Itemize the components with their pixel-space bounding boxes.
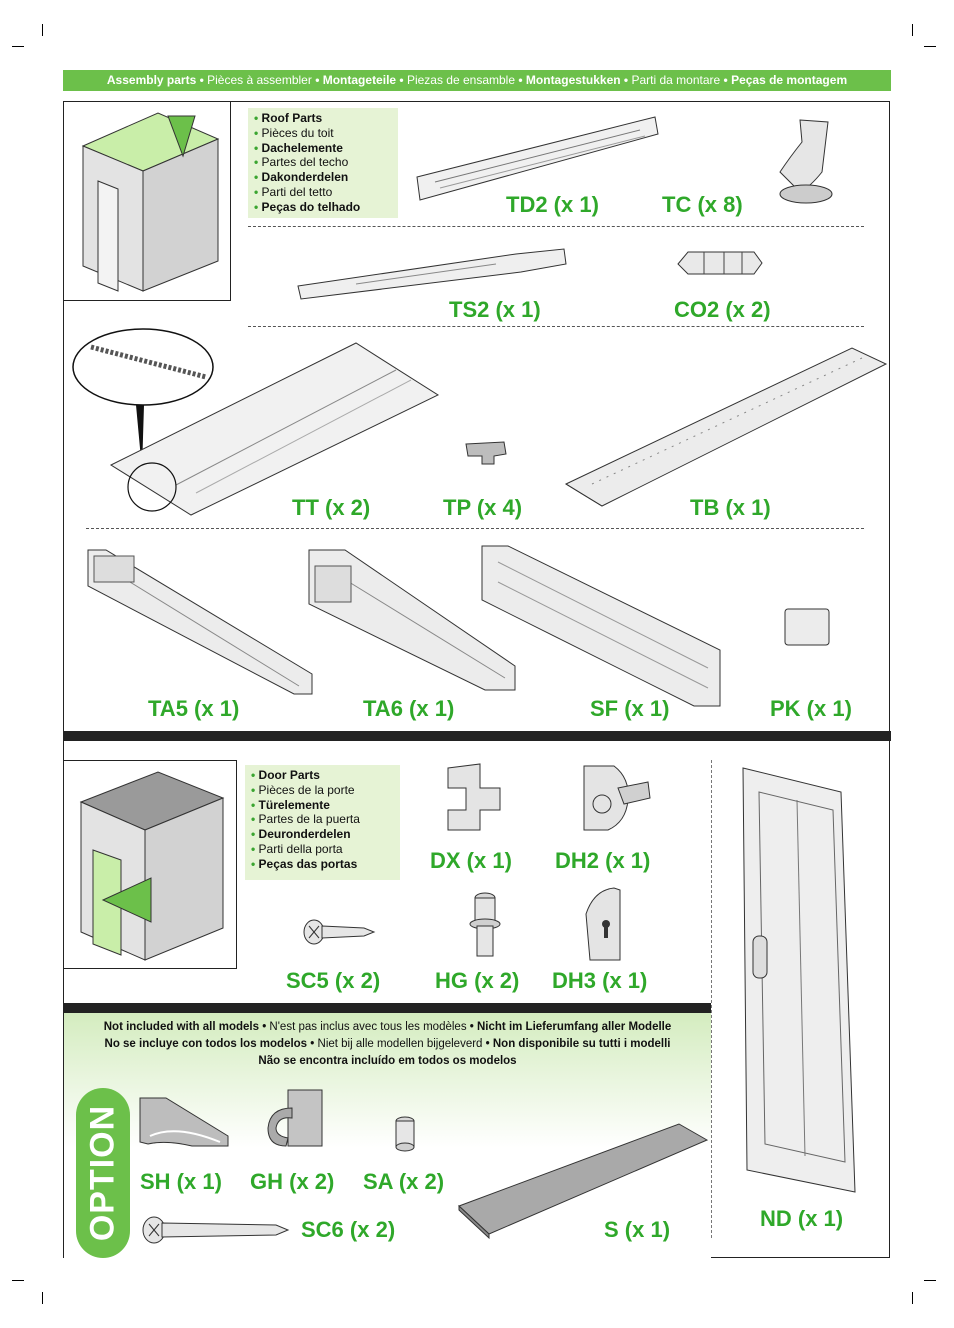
sh-label: SH (x 1) [140,1169,222,1194]
note-line [64,1036,711,1053]
tt-label: TT (x 2) [292,495,371,520]
note_lines.1-segment: Non disponibile su tutti i modelli [492,1038,671,1050]
s-label: S (x 1) [604,1217,671,1242]
bullet-icon: • [254,184,262,199]
tp-label: TP (x 4) [443,495,523,520]
gh-part-drawing [262,1088,326,1154]
divider-line [248,226,864,227]
crop-mark [912,24,913,36]
legend-item [251,842,394,857]
legend-text: Türelemente [258,797,330,812]
note_lines.0-segment: Not included with all models [103,1021,259,1033]
tb-part-drawing [562,344,890,514]
sc6-label: SC6 (x 2) [301,1217,396,1242]
bullet-icon: • [251,856,259,871]
crop-mark [924,46,936,47]
dh3-part-drawing [580,884,630,964]
ta5-part-drawing [84,546,316,698]
note_lines.2-segment: Não se encontra incluído em todos os modelos [258,1055,517,1067]
banner-segment: • [515,73,526,87]
note_lines.1-segment: Niet bij alle modellen bijgeleverd [317,1038,483,1050]
bullet-icon: • [254,140,262,155]
crop-mark [42,24,43,36]
legend-item [251,857,394,872]
not-included-note [64,1019,711,1070]
roof-shed-illustration [63,101,233,301]
section-divider-band [63,1003,711,1013]
banner-segment: Piezas de ensamble [406,73,516,87]
gh-label: GH (x 2) [250,1169,335,1194]
sc5-label: SC5 (x 2) [286,968,381,993]
legend-item [254,185,392,200]
sa-label: SA (x 2) [363,1169,445,1194]
banner-segment: • [720,73,732,87]
legend-text: Roof Parts [261,111,323,125]
sh-part-drawing [136,1094,232,1150]
banner-segment: • [196,73,208,87]
banner-segment: Peças de montagem [731,73,848,87]
crop-mark [12,1280,24,1281]
bullet-icon: • [251,812,259,827]
legend-item [254,155,392,170]
tt-part-drawing [66,325,446,525]
co2-part-drawing [676,248,766,278]
legend-item [251,798,394,813]
banner-segment: Montageteile [322,73,397,87]
nd-label: ND (x 1) [760,1206,844,1231]
bullet-icon: • [254,125,262,140]
dh2-part-drawing [578,760,654,835]
td2-label: TD2 (x 1) [506,192,599,217]
note-line [64,1019,711,1036]
legend-item [254,126,392,141]
note_lines.1-segment: No se incluye con todos los modelos [104,1038,308,1050]
crop-mark [924,1280,936,1281]
bullet-icon: • [254,170,262,185]
divider-line [711,760,712,1238]
legend-item [254,141,392,156]
bullet-icon: • [254,111,262,125]
banner-segment: Pièces à assembler [207,73,312,87]
legend-item [254,200,392,215]
legend-text: Deuronderdelen [258,827,351,842]
bullet-icon: • [251,768,259,782]
legend-item [251,783,394,798]
door-shed-illustration [63,760,238,970]
ta6-label: TA6 (x 1) [363,696,455,721]
legend-text: Partes del techo [261,155,349,170]
legend-text: Pièces de la porte [258,782,355,797]
tc-part-drawing [770,112,845,207]
note-line [64,1053,711,1070]
ts2-label: TS2 (x 1) [449,297,541,322]
crop-mark [42,1292,43,1304]
note_lines.0-segment: Nicht im Lieferumfang aller Modelle [477,1021,672,1033]
sa-part-drawing [392,1116,418,1152]
hg-label: HG (x 2) [435,968,520,993]
legend-item [254,111,392,126]
door-parts-legend [245,765,400,880]
sf-part-drawing [478,542,724,710]
divider-line [86,528,864,529]
legend-item [254,170,392,185]
co2-label: CO2 (x 2) [674,297,771,322]
note_lines.0-segment: N'est pas inclus avec tous les modèles [269,1021,467,1033]
bullet-icon: • [254,155,262,170]
section-divider-band [63,731,891,741]
option-badge [76,1088,130,1258]
sf-label: SF (x 1) [590,696,670,721]
crop-mark [912,1292,913,1304]
pk-part-drawing [782,606,834,648]
legend-item [251,768,394,783]
bullet-icon: • [251,827,259,842]
dh3-label: DH3 (x 1) [552,968,648,993]
sc5-part-drawing [302,918,376,946]
banner-segment: Assembly parts [106,73,197,87]
bullet-icon: • [251,797,259,812]
banner-segment: Parti da montare [631,73,721,87]
legend-text: Peças do telhado [261,199,361,214]
bullet-icon: • [251,782,259,797]
tp-part-drawing [464,440,509,466]
ts2-part-drawing [296,244,571,302]
dx-label: DX (x 1) [430,848,512,873]
banner-segment: • [396,73,407,87]
tb-label: TB (x 1) [690,495,771,520]
dx-part-drawing [440,760,508,835]
sc6-part-drawing [140,1214,292,1246]
legend-item [251,827,394,842]
legend-text: Door Parts [258,768,320,782]
note_lines.0-segment: • [259,1021,270,1033]
dh2-label: DH2 (x 1) [555,848,651,873]
hg-part-drawing [465,886,505,964]
banner-segment: • [620,73,632,87]
crop-mark [12,46,24,47]
tc-label: TC (x 8) [662,192,743,217]
bullet-icon: • [254,199,262,214]
roof-parts-legend [248,108,398,218]
legend-text: Parti del tetto [261,184,333,199]
note_lines.0-segment: • [466,1021,477,1033]
s-part-drawing [455,1120,711,1240]
option-text: OPTION [83,1104,122,1242]
note_lines.1-segment: • [482,1038,493,1050]
legend-text: Dachelemente [261,140,343,155]
banner-segment: • [311,73,323,87]
legend-text: Peças das portas [258,856,358,871]
note_lines.1-segment: • [307,1038,318,1050]
legend-text: Parti della porta [258,841,343,856]
pk-label: PK (x 1) [770,696,852,721]
banner-segment: Montagestukken [525,73,621,87]
ta5-label: TA5 (x 1) [148,696,240,721]
legend-text: Dakonderdelen [261,170,349,185]
legend-text: Pièces du toit [261,125,334,140]
legend-item [251,812,394,827]
assembly-parts-banner [63,70,891,91]
bullet-icon: • [251,841,259,856]
legend-text: Partes de la puerta [258,812,360,827]
nd-part-drawing [741,766,861,1194]
